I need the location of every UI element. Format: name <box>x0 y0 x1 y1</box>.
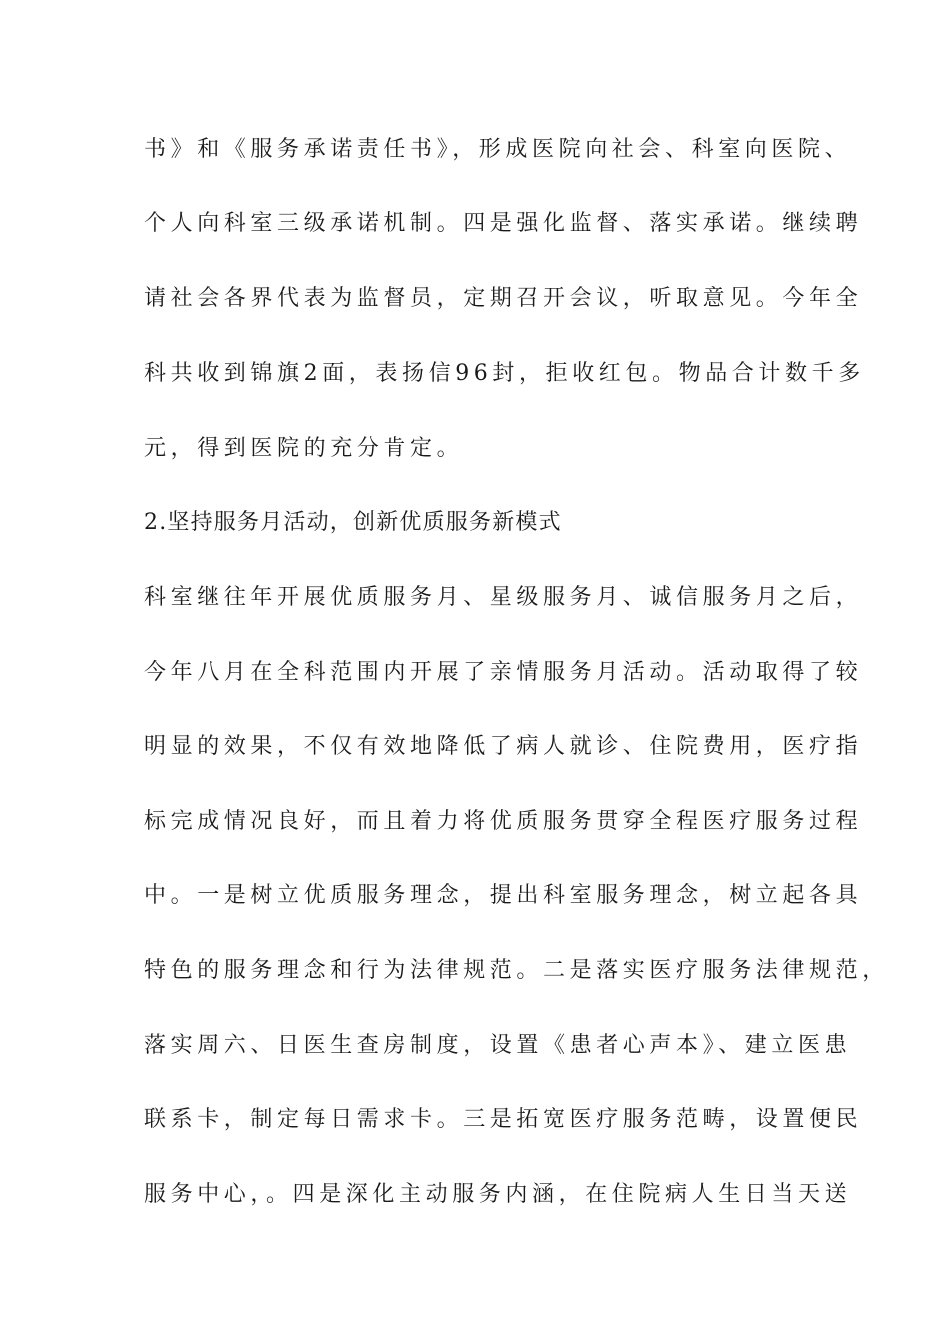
text-line: 中。一是树立优质服务理念，提出科室服务理念，树立起各具 <box>144 883 863 908</box>
text-line: 联系卡，制定每日需求卡。三是拓宽医疗服务范畴，设置便民 <box>144 1107 863 1132</box>
text-line: 请社会各界代表为监督员，定期召开会议，听取意见。今年全 <box>144 286 863 311</box>
text-line: 落实周六、日医生查房制度，设置《患者心声本》、建立医患 <box>144 1033 852 1058</box>
section-heading: 2.坚持服务月活动，创新优质服务新模式 <box>144 510 562 535</box>
text-line: 元，得到医院的充分肯定。 <box>144 436 464 461</box>
text-line: 科室继往年开展优质服务月、星级服务月、诚信服务月之后， <box>144 585 863 610</box>
text-line: 服务中心，。四是深化主动服务内涵，在住院病人生日当天送 <box>144 1182 852 1207</box>
text-line: 个人向科室三级承诺机制。四是强化监督、落实承诺。继续聘 <box>144 211 863 236</box>
text-line: 特色的服务理念和行为法律规范。二是落实医疗服务法律规范， <box>144 958 889 983</box>
text-line: 科共收到锦旗2面，表扬信96封，拒收红包。物品合计数千多 <box>144 361 865 386</box>
text-line: 书》和《服务承诺责任书》，形成医院向社会、科室向医院、 <box>144 137 852 162</box>
text-line: 明显的效果，不仅有效地降低了病人就诊、住院费用，医疗指 <box>144 734 863 759</box>
text-line: 标完成情况良好，而且着力将优质服务贯穿全程医疗服务过程 <box>144 809 863 834</box>
text-line: 今年八月在全科范围内开展了亲情服务月活动。活动取得了较 <box>144 660 863 685</box>
